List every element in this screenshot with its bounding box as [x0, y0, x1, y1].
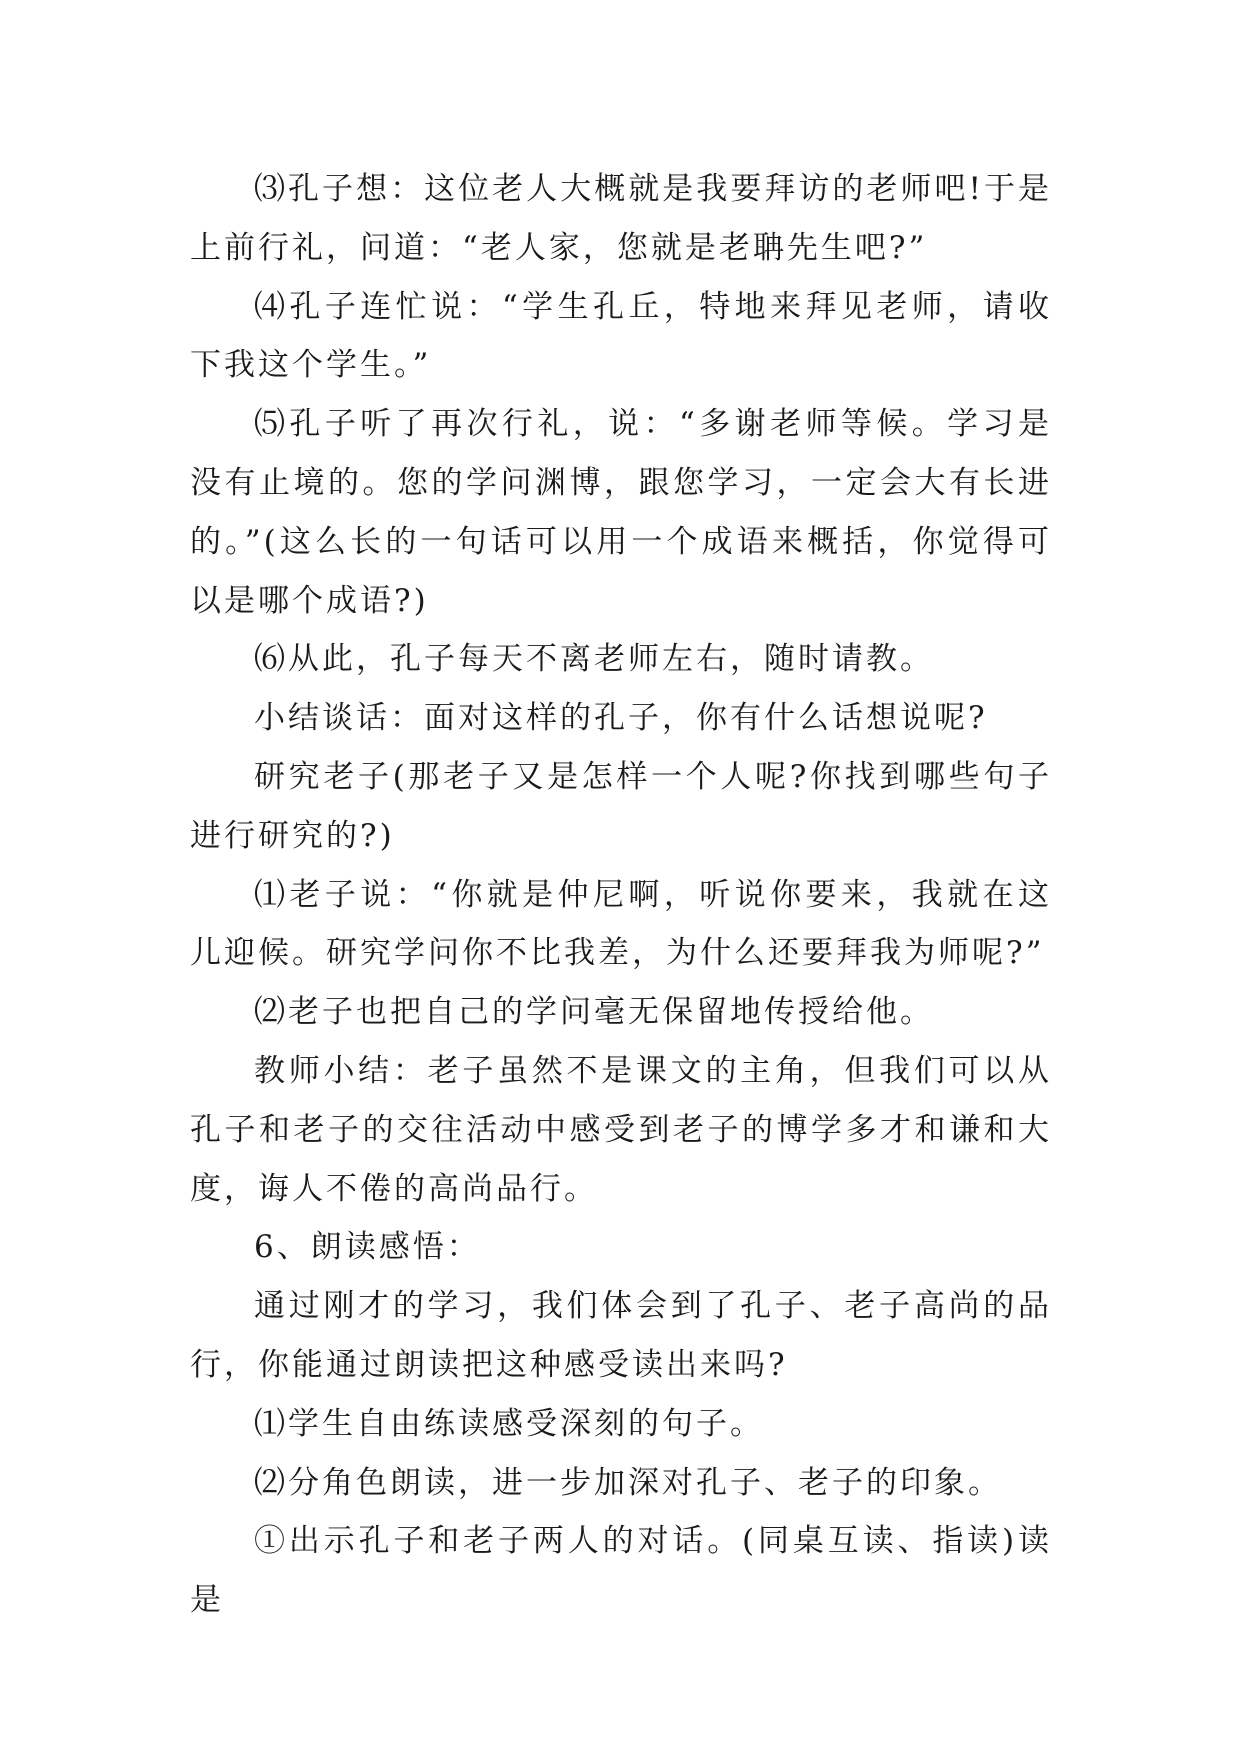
section-heading-reading: 6、朗读感悟：	[254, 1229, 481, 1266]
paragraph-free-reading: ⑴学生自由练读感受深刻的句子。	[254, 1405, 764, 1442]
paragraph-confucius-bows: ⑸孔子听了再次行礼，说：“多谢老师等候。学习是没有止境的。您的学问渊博，跟您学习，一定会大有长进的。”(这么长的一句话可以用一个成语来概括，你觉得可以是哪个成语?)	[190, 406, 1052, 619]
paragraph-laozi-teaches: ⑵老子也把自己的学问毫无保留地传授给他。	[254, 994, 934, 1031]
document-body	[190, 160, 1052, 1630]
paragraph-study-laozi: 研究老子(那老子又是怎样一个人呢?你找到哪些句子进行研究的?)	[190, 758, 1052, 854]
paragraph-show-dialogue: ①出示孔子和老子两人的对话。(同桌互读、指读)读是	[190, 1523, 1052, 1619]
paragraph-from-then-on: ⑹从此，孔子每天不离老师左右，随时请教。	[254, 641, 934, 678]
paragraph-confucius-says: ⑷孔子连忙说：“学生孔丘，特地来拜见老师，请收下我这个学生。”	[190, 288, 1052, 384]
paragraph-laozi-says: ⑴老子说：“你就是仲尼啊，听说你要来，我就在这儿迎候。研究学问你不比我差，为什么还要拜我为师呢?”	[190, 876, 1052, 972]
paragraph-teacher-summary: 教师小结：老子虽然不是课文的主角，但我们可以从孔子和老子的交往活动中感受到老子的博学多才和谦和大度，诲人不倦的高尚品行。	[190, 1052, 1052, 1207]
paragraph-summary-talk: 小结谈话：面对这样的孔子，你有什么话想说呢?	[254, 700, 988, 737]
paragraph-role-reading: ⑵分角色朗读，进一步加深对孔子、老子的印象。	[254, 1464, 1002, 1501]
paragraph-confucius-thinks: ⑶孔子想：这位老人大概就是我要拜访的老师吧!于是上前行礼，问道：“老人家，您就是老聃先生吧?”	[190, 171, 1052, 266]
paragraph-after-study: 通过刚才的学习，我们体会到了孔子、老子高尚的品行，你能通过朗读把这种感受读出来吗?	[190, 1288, 1052, 1383]
